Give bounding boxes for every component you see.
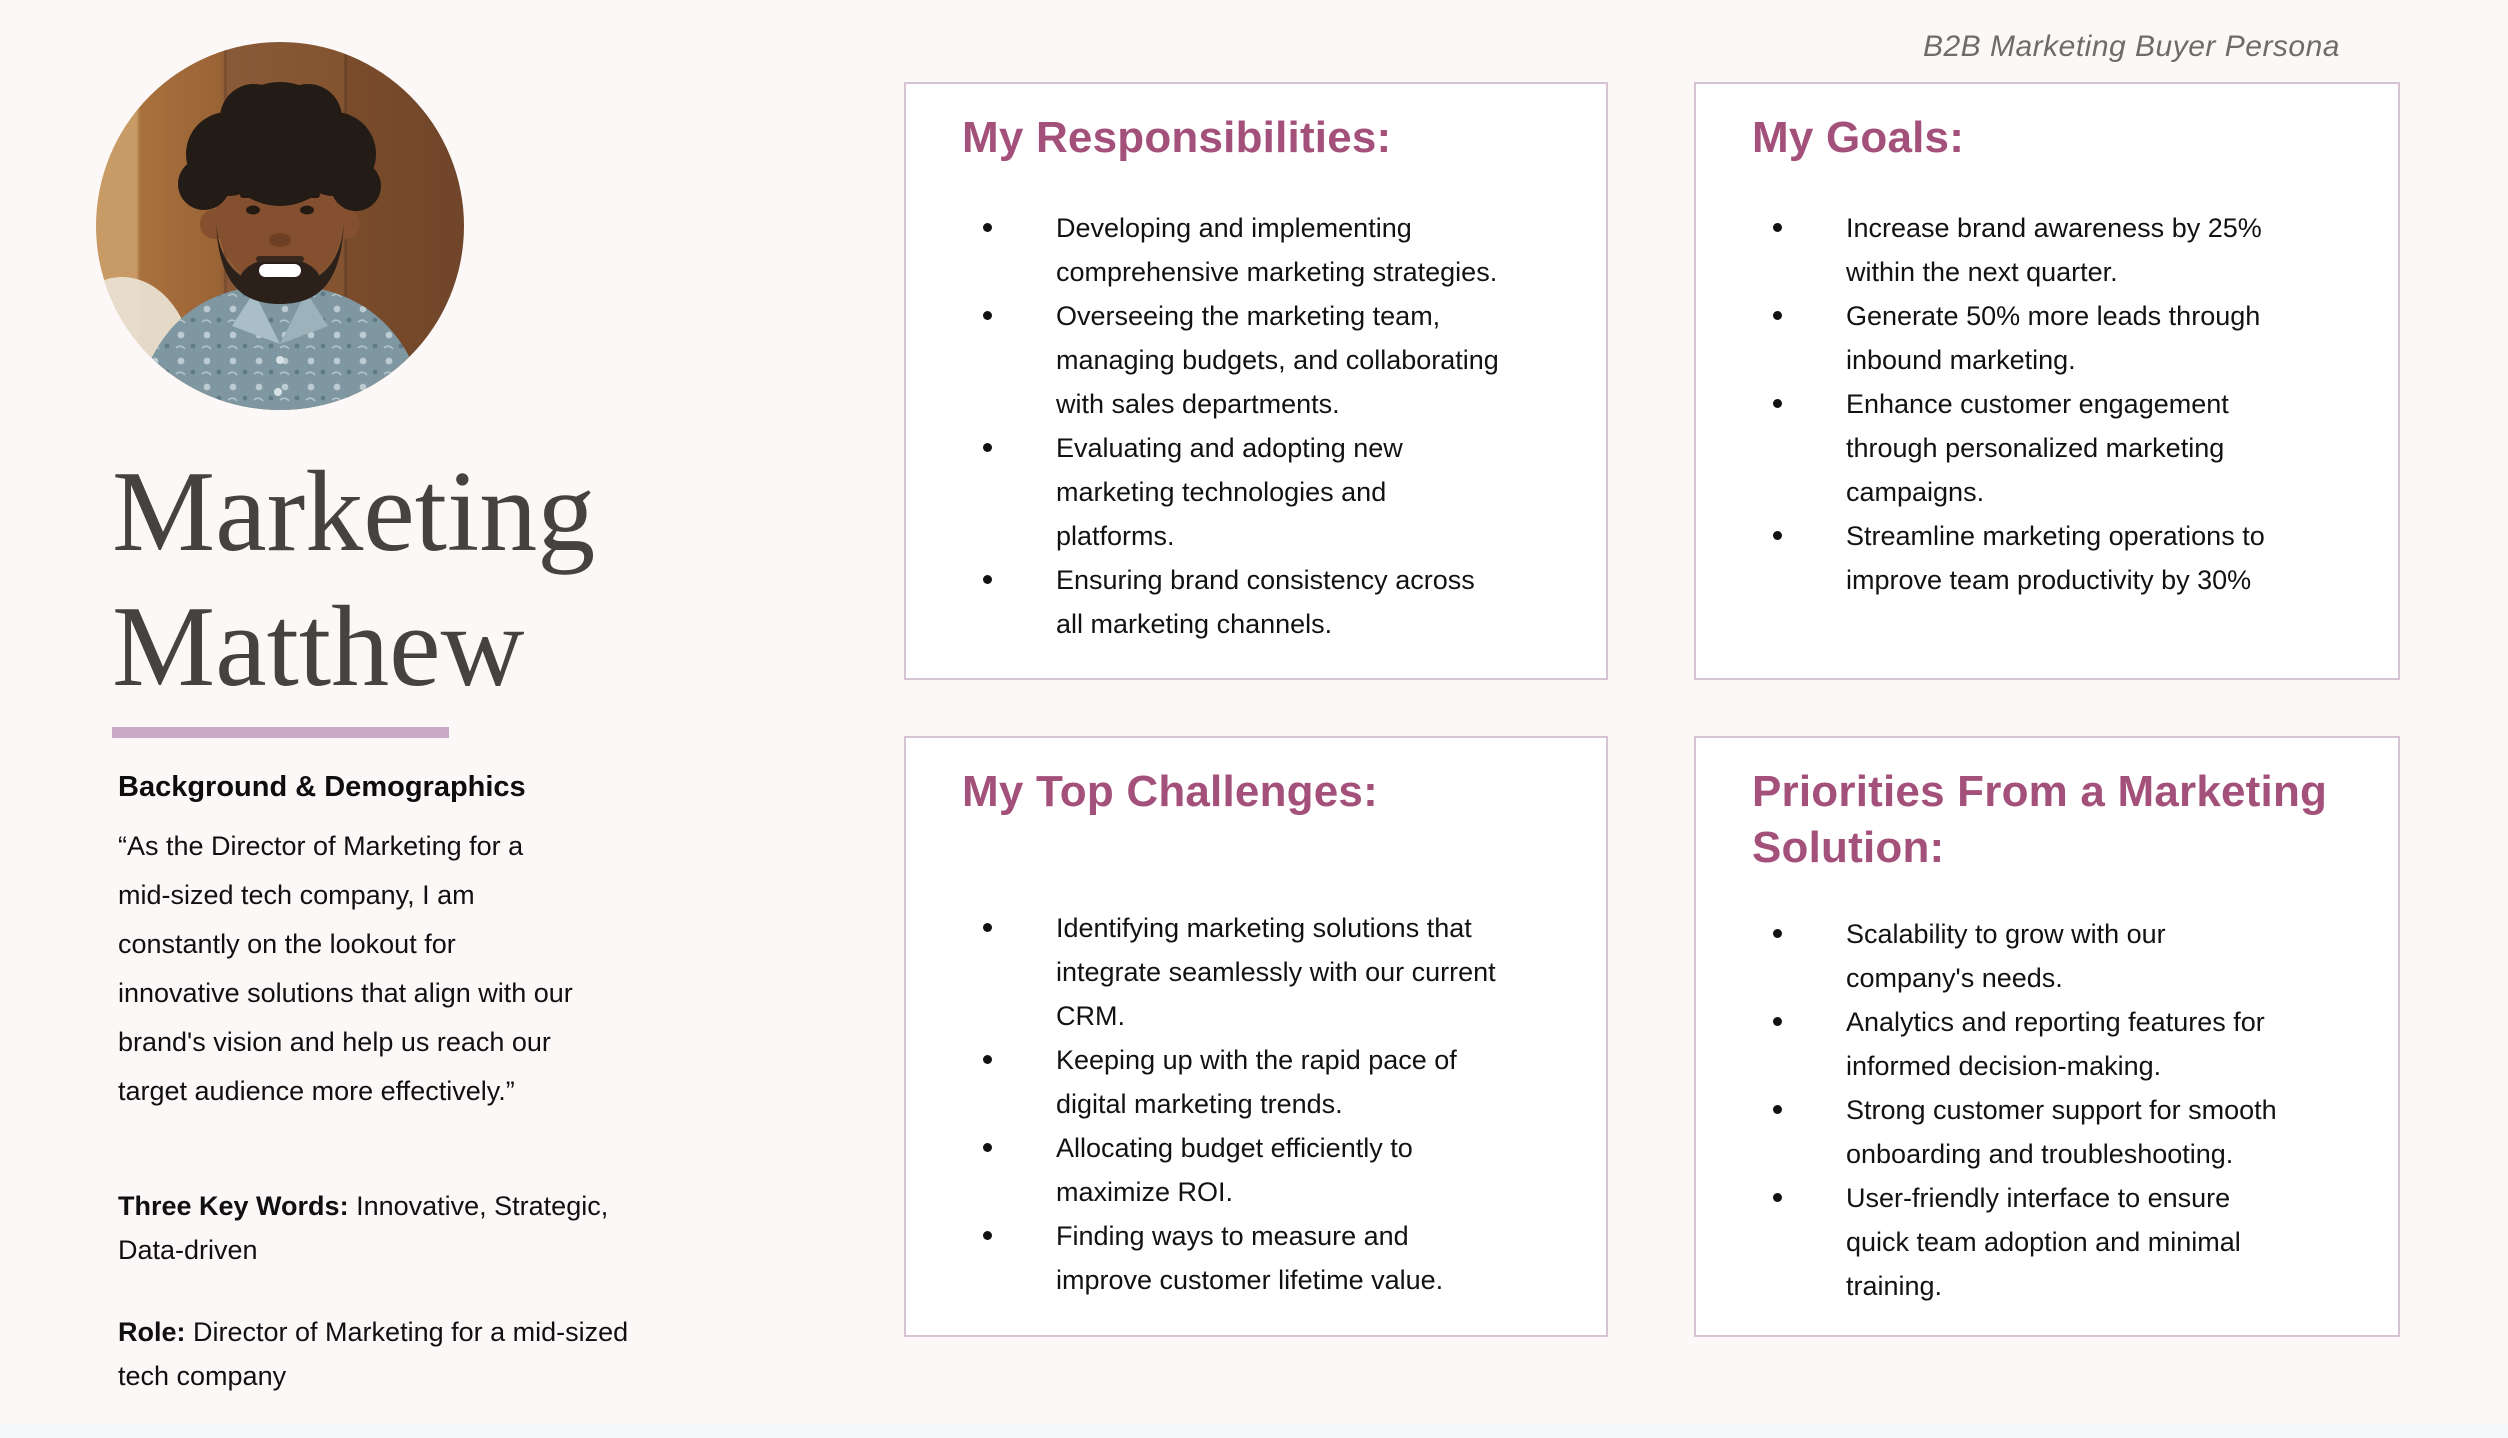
bullet-icon: [1773, 1193, 1782, 1202]
bottom-edge-strip: [0, 1425, 2508, 1438]
persona-name-line2: Matthew: [112, 583, 525, 711]
bullet-icon: [983, 443, 992, 452]
role-row: [118, 1310, 638, 1398]
list-item: [1752, 294, 2342, 382]
bullet-icon: [983, 923, 992, 932]
card-title: My Top Challenges:: [962, 767, 1378, 816]
bullet-icon: [1773, 311, 1782, 320]
bullet-icon: [983, 311, 992, 320]
bullet-text: Scalability to grow with our company's needs.: [1846, 919, 2166, 993]
list-item: [962, 294, 1550, 426]
list-item: [962, 906, 1550, 1038]
list-item: [962, 1126, 1550, 1214]
bullet-text: Finding ways to measure and improve customer lifetime value.: [1056, 1221, 1444, 1295]
list-item: [1752, 1176, 2342, 1308]
bullet-icon: [983, 1143, 992, 1152]
keywords-row: [118, 1184, 638, 1272]
role-label: Role:: [118, 1317, 186, 1347]
role-value: Director of Marketing for a mid-sized tech company: [118, 1317, 629, 1391]
list-item: [1752, 382, 2342, 514]
goals-card: [1694, 82, 2400, 680]
name-underline: [112, 727, 449, 738]
bullet-list: [1752, 912, 2342, 1308]
bullet-icon: [1773, 929, 1782, 938]
list-item: [962, 1038, 1550, 1126]
watermark-label: B2B Marketing Buyer Persona: [1922, 30, 2340, 63]
priorities-card: [1694, 736, 2400, 1337]
smiling-man-portrait-illustration: [96, 42, 464, 410]
list-item: [1752, 514, 2342, 602]
bullet-text: Strong customer support for smooth onboarding and troubleshooting.: [1846, 1095, 2277, 1169]
bullet-text: Keeping up with the rapid pace of digital marketing trends.: [1056, 1045, 1457, 1119]
bullet-list: [962, 906, 1550, 1302]
list-item: [962, 426, 1550, 558]
list-item: [1752, 1000, 2342, 1088]
background-quote: “As the Director of Marketing for a mid-sized tech company, I am constantly on the lookout for innovative solutions that align with our brand's vision and help us reach our target audience more effectively.”: [118, 831, 573, 1106]
bullet-icon: [1773, 399, 1782, 408]
bullet-text: Ensuring brand consistency across all marketing channels.: [1056, 565, 1475, 639]
bullet-text: Enhance customer engagement through personalized marketing campaigns.: [1846, 389, 2229, 507]
bullet-text: Overseeing the marketing team, managing budgets, and collaborating with sales departments.: [1056, 301, 1499, 419]
card-title: My Goals:: [1752, 113, 1965, 162]
responsibilities-card: [904, 82, 1608, 680]
list-item: [1752, 1088, 2342, 1176]
bullet-list: [962, 206, 1550, 646]
keywords-label: Three Key Words:: [118, 1191, 349, 1221]
bullet-text: Allocating budget efficiently to maximize ROI.: [1056, 1133, 1413, 1207]
bullet-text: Streamline marketing operations to improve team productivity by 30%: [1846, 521, 2265, 595]
bullet-text: Increase brand awareness by 25% within the next quarter.: [1846, 213, 2262, 287]
list-item: [962, 1214, 1550, 1302]
bullet-icon: [1773, 531, 1782, 540]
bullet-icon: [983, 575, 992, 584]
persona-name-line1: Marketing: [112, 448, 596, 576]
background-heading: Background & Demographics: [118, 771, 526, 803]
bullet-icon: [1773, 1017, 1782, 1026]
bullet-icon: [1773, 223, 1782, 232]
keywords-value: Innovative, Strategic, Data-driven: [118, 1191, 609, 1265]
profile-photo: [96, 42, 464, 410]
bullet-text: Analytics and reporting features for informed decision-making.: [1846, 1007, 2265, 1081]
bullet-icon: [983, 223, 992, 232]
card-title: My Responsibilities:: [962, 113, 1392, 162]
list-item: [962, 206, 1550, 294]
bullet-icon: [983, 1055, 992, 1064]
persona-name: [112, 445, 752, 715]
bullet-text: Generate 50% more leads through inbound marketing.: [1846, 301, 2261, 375]
list-item: [962, 558, 1550, 646]
bullet-text: Developing and implementing comprehensive marketing strategies.: [1056, 213, 1498, 287]
list-item: [1752, 912, 2342, 1000]
bullet-list: [1752, 206, 2342, 602]
bullet-text: Evaluating and adopting new marketing technologies and platforms.: [1056, 433, 1403, 551]
challenges-card: [904, 736, 1608, 1337]
bullet-icon: [983, 1231, 992, 1240]
bullet-text: Identifying marketing solutions that integrate seamlessly with our current CRM.: [1056, 913, 1496, 1031]
card-title: Priorities From a Marketing Solution:: [1752, 767, 2328, 872]
bullet-icon: [1773, 1105, 1782, 1114]
bullet-text: User-friendly interface to ensure quick team adoption and minimal training.: [1846, 1183, 2241, 1301]
list-item: [1752, 206, 2342, 294]
